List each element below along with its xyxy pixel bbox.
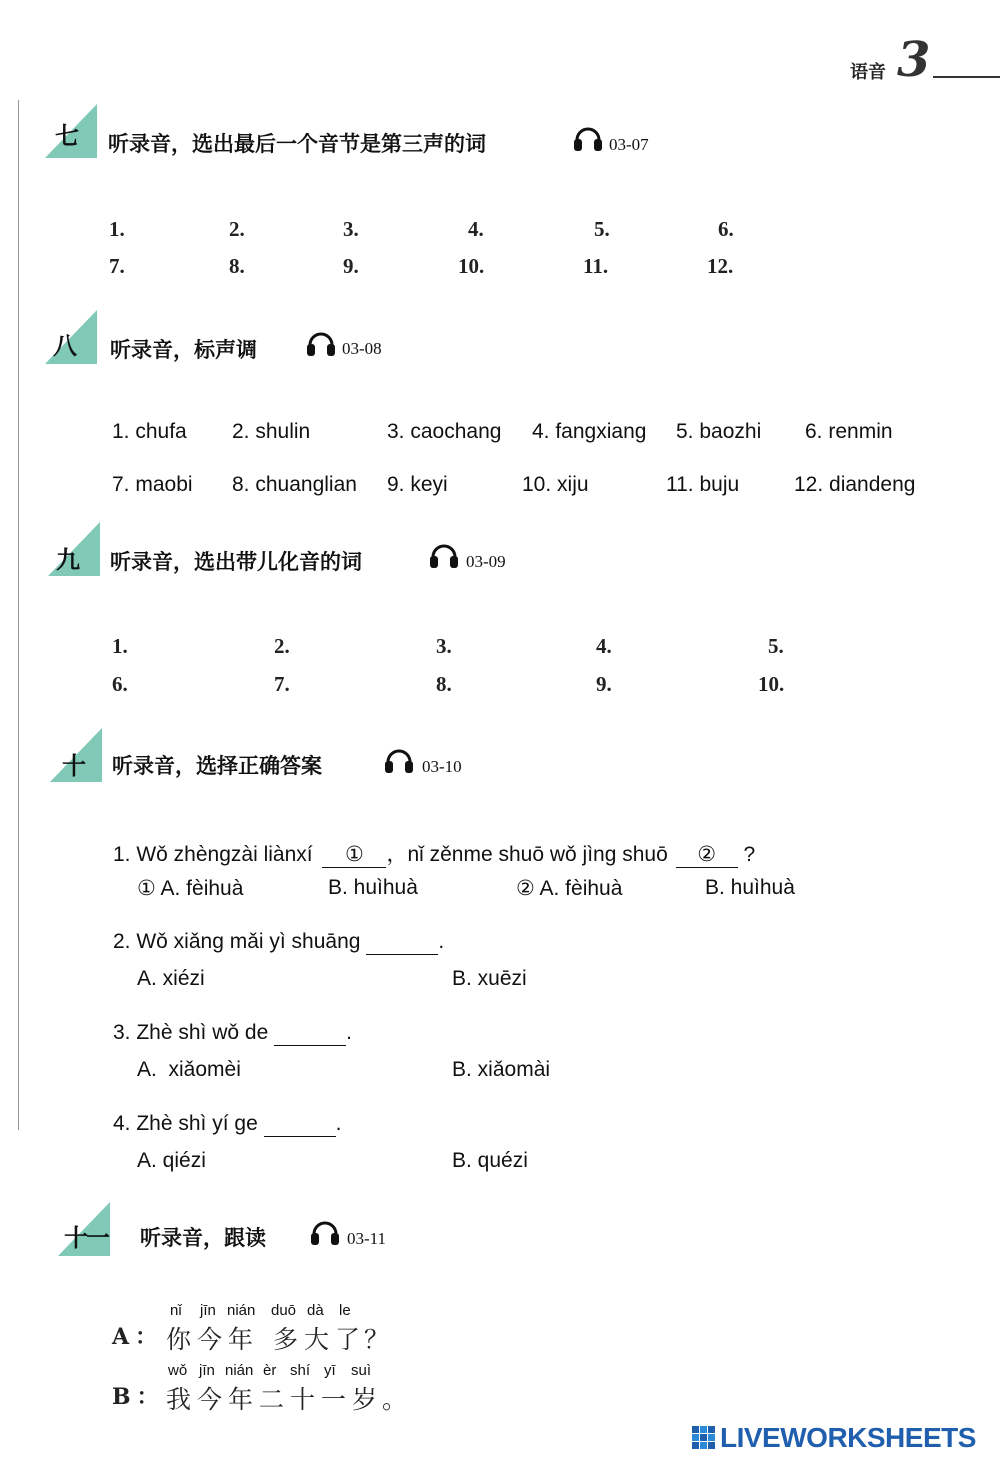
dialogue-line-a bbox=[110, 1300, 510, 1360]
pinyin: dà bbox=[307, 1302, 324, 1319]
answer-slot[interactable]: 11. bbox=[583, 254, 609, 278]
question-1 bbox=[113, 838, 993, 868]
q2-text: 2. Wǒ xiǎng mǎi yì shuāng bbox=[113, 930, 361, 953]
option[interactable]: ① A. fèihuà bbox=[137, 877, 244, 900]
liveworksheets-logo-icon bbox=[692, 1426, 716, 1454]
s7-row1 bbox=[0, 217, 1000, 247]
section-badge: 八 bbox=[53, 331, 77, 360]
q1-text-a: 1. Wǒ zhèngzài liànxí bbox=[113, 843, 313, 866]
s8-row1 bbox=[0, 420, 1000, 450]
hanzi: 大 bbox=[304, 1325, 336, 1354]
hanzi: 一 bbox=[321, 1385, 353, 1414]
header-label: 语音 bbox=[850, 62, 886, 83]
hanzi: 了 bbox=[335, 1325, 367, 1354]
pinyin: duō bbox=[271, 1302, 297, 1319]
pinyin: yī bbox=[324, 1362, 336, 1379]
section-7-header bbox=[45, 104, 695, 164]
q3-end: . bbox=[346, 1021, 352, 1044]
section-badge: 十一 bbox=[64, 1223, 108, 1252]
audio-track: 03-07 bbox=[609, 135, 649, 154]
answer-slot[interactable]: 7. bbox=[109, 254, 125, 278]
section-title: 听录音，选出最后一个音节是第三声的词 bbox=[108, 132, 486, 156]
answer-slot[interactable]: 2. bbox=[229, 217, 245, 241]
answer-slot[interactable]: 12. bbox=[707, 254, 734, 278]
hanzi: 我 bbox=[166, 1385, 198, 1414]
pinyin: nián bbox=[227, 1302, 256, 1319]
pinyin: jīn bbox=[200, 1302, 216, 1319]
section-title: 听录音，选出带儿化音的词 bbox=[110, 550, 362, 574]
option[interactable]: B. xuēzi bbox=[452, 967, 527, 990]
answer-slot[interactable]: 6. bbox=[112, 672, 128, 696]
tone-item[interactable]: 3. caochang bbox=[387, 420, 502, 443]
section-8-header bbox=[45, 310, 445, 370]
pinyin: wǒ bbox=[168, 1362, 188, 1379]
section-9-header bbox=[48, 522, 548, 582]
q4-blank[interactable] bbox=[264, 1112, 336, 1137]
tone-item[interactable]: 12. diandeng bbox=[794, 473, 916, 496]
answer-slot[interactable]: 9. bbox=[596, 672, 612, 696]
audio-track: 03-10 bbox=[422, 757, 462, 776]
option[interactable]: A. xiézi bbox=[137, 967, 205, 990]
pinyin: jīn bbox=[199, 1362, 215, 1379]
hanzi: ？ bbox=[364, 1325, 396, 1354]
tone-item[interactable]: 7. maobi bbox=[112, 473, 193, 496]
answer-slot[interactable]: 3. bbox=[343, 217, 359, 241]
pinyin: èr bbox=[263, 1362, 277, 1379]
q1-text-d: ? bbox=[743, 843, 756, 866]
s7-row2 bbox=[0, 254, 1000, 284]
option[interactable]: A. qiézi bbox=[137, 1149, 206, 1172]
option[interactable]: A. xiǎomèi bbox=[137, 1058, 241, 1081]
answer-slot[interactable]: 1. bbox=[112, 634, 128, 658]
header-rule bbox=[933, 76, 1000, 78]
q1-options bbox=[0, 876, 1000, 906]
answer-slot[interactable]: 5. bbox=[594, 217, 610, 241]
q1-blank-1[interactable] bbox=[322, 842, 386, 868]
answer-slot[interactable]: 7. bbox=[274, 672, 290, 696]
blank-marker: ① bbox=[345, 843, 364, 866]
q1-blank-2[interactable] bbox=[676, 842, 738, 868]
answer-slot[interactable]: 1. bbox=[109, 217, 125, 241]
page-header bbox=[845, 32, 1000, 88]
pinyin: suì bbox=[351, 1362, 372, 1379]
option[interactable]: ② A. fèihuà bbox=[516, 877, 623, 900]
headphones-icon[interactable] bbox=[572, 120, 604, 158]
headphones-icon[interactable] bbox=[383, 742, 415, 780]
option[interactable]: B. huìhuà bbox=[328, 876, 418, 899]
section-badge: 十 bbox=[62, 751, 86, 780]
option[interactable]: B. quézi bbox=[452, 1149, 528, 1172]
answer-slot[interactable]: 8. bbox=[436, 672, 452, 696]
q4-end: . bbox=[335, 1112, 342, 1135]
q3-options bbox=[0, 1058, 1000, 1088]
answer-slot[interactable]: 10. bbox=[458, 254, 485, 278]
q3-text: 3. Zhè shì wǒ de bbox=[113, 1021, 269, 1044]
q4-text: 4. Zhè shì yí ge bbox=[113, 1112, 258, 1135]
hanzi: 年 bbox=[228, 1325, 260, 1354]
option[interactable]: B. xiǎomài bbox=[452, 1058, 551, 1081]
answer-slot[interactable]: 3. bbox=[436, 634, 452, 658]
section-title: 听录音，选择正确答案 bbox=[112, 754, 322, 778]
question-4 bbox=[113, 1112, 341, 1137]
q3-blank[interactable] bbox=[274, 1021, 346, 1046]
lesson-number: 3 bbox=[897, 32, 931, 88]
answer-slot[interactable]: 10. bbox=[758, 672, 785, 696]
tone-item[interactable]: 6. renmin bbox=[805, 420, 893, 443]
s9-row2 bbox=[0, 672, 1000, 702]
tone-item[interactable]: 8. chuanglian bbox=[232, 473, 357, 496]
answer-slot[interactable]: 2. bbox=[274, 634, 290, 658]
q2-end: . bbox=[438, 930, 445, 953]
section-10-header bbox=[50, 728, 550, 788]
tone-item[interactable]: 10. xiju bbox=[522, 473, 589, 496]
answer-slot[interactable]: 4. bbox=[596, 634, 612, 658]
tone-item[interactable]: 2. shulin bbox=[232, 420, 311, 443]
speaker: A： bbox=[112, 1324, 164, 1350]
option[interactable]: B. huìhuà bbox=[705, 876, 795, 899]
brand-name: LIVEWORKSHEETS bbox=[720, 1422, 976, 1453]
hanzi: 今 bbox=[197, 1325, 229, 1354]
answer-slot[interactable]: 5. bbox=[768, 634, 784, 658]
answer-slot[interactable]: 4. bbox=[468, 217, 484, 241]
hanzi: 二 bbox=[259, 1385, 291, 1414]
section-badge: 九 bbox=[56, 545, 80, 574]
audio-track: 03-08 bbox=[342, 339, 382, 358]
tone-item[interactable]: 11. buju bbox=[666, 473, 740, 496]
audio-track: 03-11 bbox=[347, 1229, 387, 1248]
footer-brand bbox=[692, 1420, 992, 1456]
hanzi: 年 bbox=[228, 1385, 260, 1414]
q1-text-c: ，nǐ zěnme shuō wǒ jìng shuō bbox=[386, 843, 668, 866]
hanzi: 多 bbox=[273, 1325, 305, 1354]
pinyin: nián bbox=[225, 1362, 254, 1379]
audio-track: 03-09 bbox=[466, 552, 506, 571]
tone-item[interactable]: 4. fangxiang bbox=[532, 420, 647, 443]
question-2 bbox=[113, 930, 444, 955]
pinyin: nǐ bbox=[170, 1302, 182, 1319]
headphones-icon[interactable] bbox=[309, 1214, 341, 1252]
hanzi: 十 bbox=[290, 1385, 322, 1414]
pinyin: shí bbox=[290, 1362, 311, 1379]
section-title: 听录音，跟读 bbox=[140, 1226, 266, 1250]
speaker: B： bbox=[112, 1384, 165, 1410]
dialogue-line-b bbox=[110, 1360, 530, 1420]
answer-slot[interactable]: 6. bbox=[718, 217, 734, 241]
answer-slot[interactable]: 9. bbox=[343, 254, 359, 278]
tone-item[interactable]: 1. chufa bbox=[112, 420, 187, 443]
hanzi: 今 bbox=[197, 1385, 229, 1414]
question-3 bbox=[113, 1021, 352, 1046]
hanzi: 你 bbox=[166, 1325, 198, 1354]
section-title: 听录音，标声调 bbox=[110, 338, 257, 362]
q4-options bbox=[0, 1149, 1000, 1179]
tone-item[interactable]: 9. keyi bbox=[387, 473, 448, 496]
answer-slot[interactable]: 8. bbox=[229, 254, 245, 278]
headphones-icon[interactable] bbox=[305, 325, 337, 363]
headphones-icon[interactable] bbox=[428, 537, 460, 575]
section-badge: 七 bbox=[55, 121, 79, 150]
pinyin: le bbox=[339, 1302, 351, 1319]
q2-options bbox=[0, 967, 1000, 997]
section-11-header bbox=[58, 1202, 458, 1262]
hanzi: 。 bbox=[382, 1385, 414, 1414]
hanzi: 岁 bbox=[352, 1385, 384, 1414]
tone-item[interactable]: 5. baozhi bbox=[676, 420, 762, 443]
s9-row1 bbox=[0, 634, 1000, 664]
s8-row2 bbox=[0, 473, 1000, 503]
blank-marker: ② bbox=[697, 843, 717, 866]
q2-blank[interactable] bbox=[366, 930, 438, 955]
